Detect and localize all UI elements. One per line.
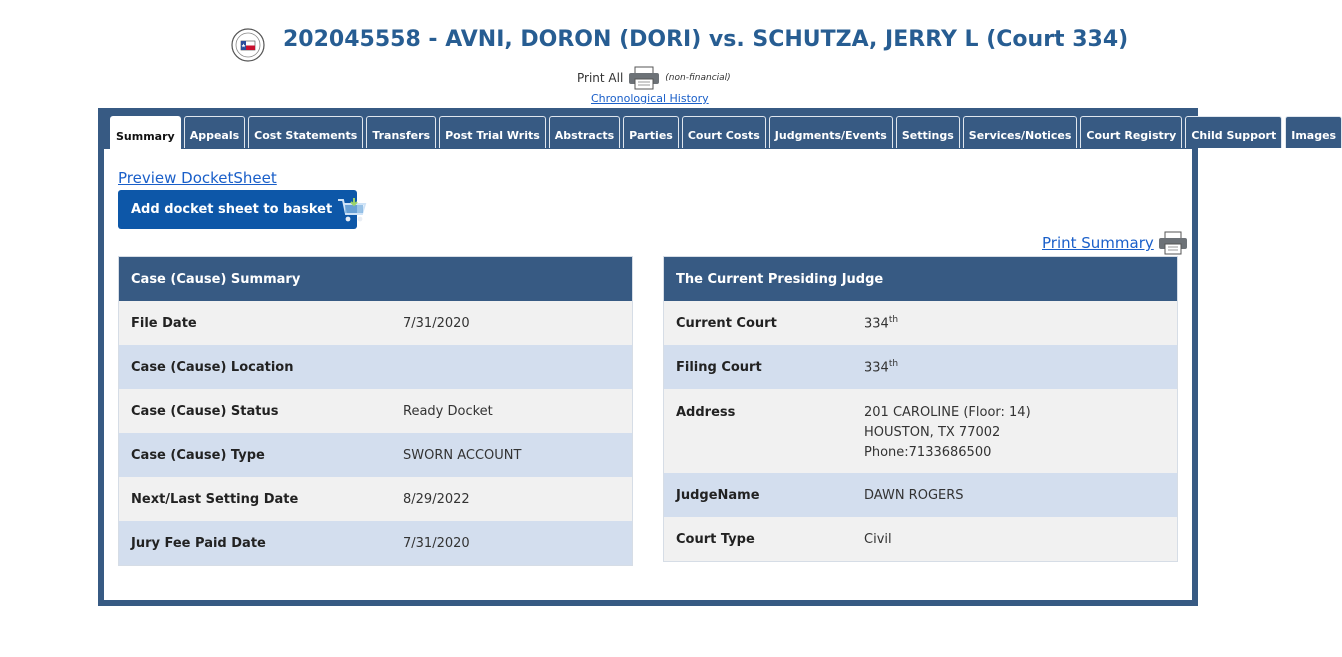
table-row xyxy=(119,389,632,433)
case-title: 202045558 - AVNI, DORON (DORI) vs. SCHUTZA, JERRY L (Court 334) xyxy=(283,27,1129,52)
add-docket-to-basket-label: Add docket sheet to basket xyxy=(131,202,333,217)
chronological-history-link[interactable]: Chronological History xyxy=(591,92,709,105)
case-summary-heading: Case (Cause) Summary xyxy=(119,257,632,301)
table-row xyxy=(119,345,632,389)
tab-judgments-events[interactable]: Judgments/Events xyxy=(769,116,893,148)
row-value: 7/31/2020 xyxy=(403,315,470,331)
current-court-value xyxy=(864,315,898,331)
tab-appeals[interactable]: Appeals xyxy=(184,116,245,148)
print-all[interactable] xyxy=(577,66,731,90)
row-label: Jury Fee Paid Date xyxy=(131,535,266,551)
print-summary-link[interactable]: Print Summary xyxy=(1042,234,1154,252)
tab-abstracts[interactable]: Abstracts xyxy=(549,116,620,148)
row-label: File Date xyxy=(131,315,197,331)
current-court-number: 334 xyxy=(864,316,889,332)
filing-court-value xyxy=(864,359,898,375)
row-label: Case (Cause) Status xyxy=(131,403,279,419)
judge-name-label: JudgeName xyxy=(676,487,760,503)
page-header xyxy=(0,0,1291,108)
tab-court-costs[interactable]: Court Costs xyxy=(682,116,766,148)
table-row xyxy=(664,345,1177,389)
tab-cost-statements[interactable]: Cost Statements xyxy=(248,116,363,148)
tab-court-registry[interactable]: Court Registry xyxy=(1080,116,1182,148)
filing-court-number: 334 xyxy=(864,360,889,376)
current-court-label: Current Court xyxy=(676,315,777,331)
row-value: 7/31/2020 xyxy=(403,535,470,551)
phone-line: Phone:7133686500 xyxy=(864,445,992,460)
table-row xyxy=(119,477,632,521)
row-value: 8/29/2022 xyxy=(403,491,470,507)
add-docket-to-basket-button[interactable] xyxy=(118,190,357,229)
address-label: Address xyxy=(676,405,736,420)
tab-images[interactable]: Images xyxy=(1285,116,1342,148)
row-value: SWORN ACCOUNT xyxy=(403,447,522,463)
table-row xyxy=(119,433,632,477)
case-summary-table xyxy=(118,256,633,566)
court-type-label: Court Type xyxy=(676,531,755,547)
table-row xyxy=(664,389,1177,473)
print-summary[interactable] xyxy=(1042,230,1188,256)
court-type-value: Civil xyxy=(864,531,892,547)
table-row xyxy=(664,517,1177,561)
filing-court-label: Filing Court xyxy=(676,359,762,375)
row-label: Next/Last Setting Date xyxy=(131,491,299,507)
filing-court-suffix: th xyxy=(888,358,899,369)
table-row xyxy=(664,301,1177,345)
tab-transfers[interactable]: Transfers xyxy=(366,116,436,148)
judge-name-value: DAWN ROGERS xyxy=(864,487,964,503)
summary-content xyxy=(104,149,1192,600)
tab-bar xyxy=(110,116,1342,150)
preview-docketsheet-link[interactable]: Preview DocketSheet xyxy=(118,169,277,187)
row-label: Case (Cause) Type xyxy=(131,447,265,463)
table-row xyxy=(664,473,1177,517)
tab-post-trial-writs[interactable]: Post Trial Writs xyxy=(439,116,546,148)
tab-summary[interactable]: Summary xyxy=(110,116,181,150)
county-seal-icon xyxy=(231,28,265,62)
address-value xyxy=(864,403,1031,473)
address-line: 201 CAROLINE (Floor: 14) xyxy=(864,405,1031,420)
non-financial-note: (non-financial) xyxy=(665,73,731,83)
current-court-suffix: th xyxy=(888,314,899,325)
presiding-judge-table xyxy=(663,256,1178,562)
tab-child-support[interactable]: Child Support xyxy=(1185,116,1282,148)
tab-services-notices[interactable]: Services/Notices xyxy=(963,116,1078,148)
row-value: Ready Docket xyxy=(403,403,493,419)
presiding-judge-heading: The Current Presiding Judge xyxy=(664,257,1177,301)
printer-icon[interactable] xyxy=(1158,231,1188,255)
printer-icon[interactable] xyxy=(627,66,661,90)
table-row xyxy=(119,301,632,345)
tab-parties[interactable]: Parties xyxy=(623,116,679,148)
shopping-cart-icon xyxy=(336,196,368,224)
table-row xyxy=(119,521,632,565)
case-panel xyxy=(98,108,1337,606)
print-all-label: Print All xyxy=(577,71,624,85)
tab-settings[interactable]: Settings xyxy=(896,116,960,148)
address-line: HOUSTON, TX 77002 xyxy=(864,425,1001,440)
row-label: Case (Cause) Location xyxy=(131,359,294,375)
